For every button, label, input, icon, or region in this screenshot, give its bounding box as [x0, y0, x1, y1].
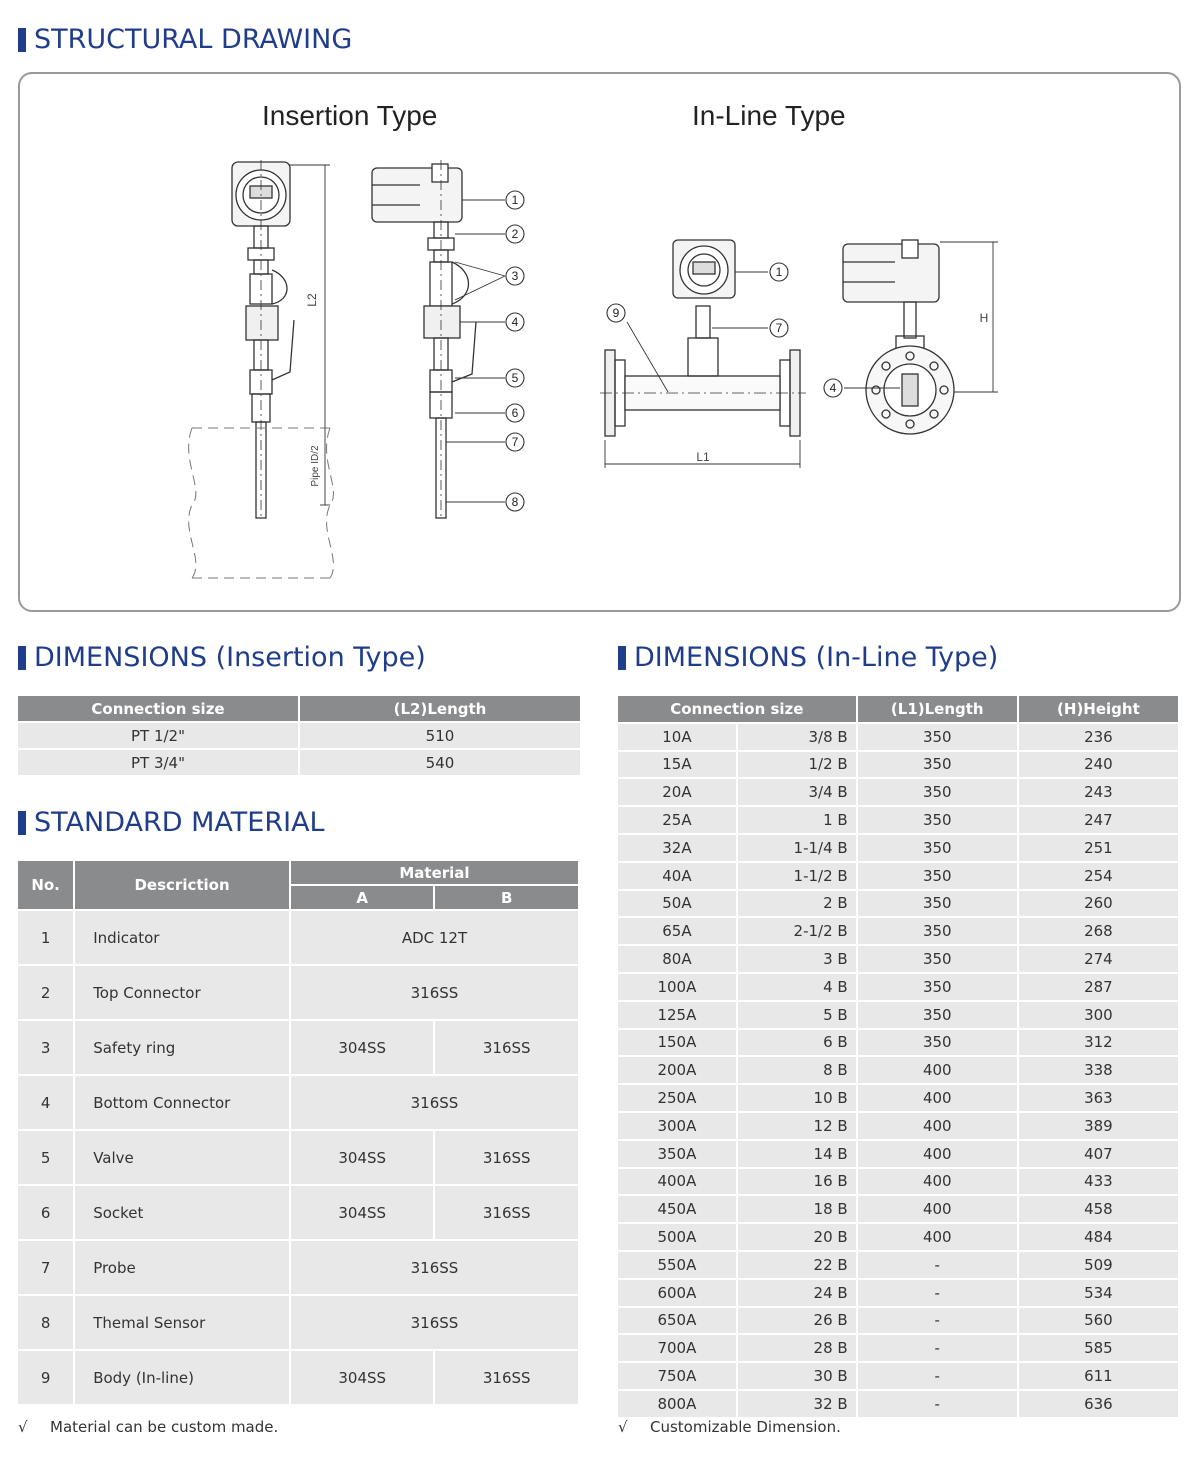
table-row: [18, 1021, 578, 1074]
h-height: 300: [1019, 1002, 1178, 1028]
size-inch: 30 B: [738, 1363, 856, 1389]
standard-material-title: STANDARD MATERIAL: [34, 807, 325, 838]
h-height: 484: [1019, 1224, 1178, 1250]
inline-note: [618, 1418, 841, 1436]
l1-length: 400: [858, 1057, 1017, 1083]
material-a-value: 304SS: [291, 1021, 434, 1074]
h-height: 585: [1019, 1335, 1178, 1361]
size-inch: 14 B: [738, 1141, 856, 1167]
size-inch: 24 B: [738, 1280, 856, 1306]
table-row: [618, 1169, 1178, 1195]
l1-length: 350: [858, 835, 1017, 861]
size-inch: 8 B: [738, 1057, 856, 1083]
size-inch: 1 B: [738, 807, 856, 833]
size-metric: 300A: [618, 1113, 736, 1139]
callout-numbers: [512, 193, 837, 509]
material-value: ADC 12T: [291, 911, 578, 964]
table-row: [618, 1224, 1178, 1250]
size-metric: 800A: [618, 1391, 736, 1417]
material-a-value: 304SS: [291, 1186, 434, 1239]
size-inch: 3/8 B: [738, 724, 856, 750]
table-row: [618, 1308, 1178, 1334]
callout-5: 5: [511, 371, 519, 385]
row-description: Indicator: [75, 911, 289, 964]
h-height: 247: [1019, 807, 1178, 833]
size-inch: 3/4 B: [738, 779, 856, 805]
table-row: [618, 1113, 1178, 1139]
insertion-dimensions-table: [16, 694, 582, 777]
material-b-value: 316SS: [435, 1131, 578, 1184]
heading-marker: [18, 811, 26, 835]
table-row: [18, 723, 580, 748]
table-row: [18, 1131, 578, 1184]
table-row: [18, 750, 580, 775]
table-row: [618, 1252, 1178, 1278]
header-description: Descriction: [75, 861, 289, 909]
insertion-front-view: [232, 160, 294, 520]
header-material-b: B: [435, 886, 578, 909]
row-description: Top Connector: [75, 966, 289, 1019]
row-description: Bottom Connector: [75, 1076, 289, 1129]
h-height: 254: [1019, 863, 1178, 889]
inline-side-view: [843, 240, 954, 434]
h-height: 287: [1019, 974, 1178, 1000]
row-description: Themal Sensor: [75, 1296, 289, 1349]
callout-1: 1: [511, 193, 519, 207]
size-metric: 400A: [618, 1169, 736, 1195]
material-value: 316SS: [291, 1296, 578, 1349]
header-connection-size: Connection size: [618, 696, 856, 722]
l1-length: 350: [858, 891, 1017, 917]
size-inch: 28 B: [738, 1335, 856, 1361]
check-mark-icon: √: [18, 1418, 28, 1436]
row-description: Valve: [75, 1131, 289, 1184]
size-inch: 2-1/2 B: [738, 918, 856, 944]
size-metric: 250A: [618, 1085, 736, 1111]
h-height: 240: [1019, 752, 1178, 778]
material-b-value: 316SS: [435, 1021, 578, 1074]
header-h-height: (H)Height: [1019, 696, 1178, 722]
size-metric: 450A: [618, 1196, 736, 1222]
size-metric: 650A: [618, 1308, 736, 1334]
header-no: No.: [18, 861, 73, 909]
standard-material-heading: [18, 807, 325, 838]
material-value: 316SS: [291, 1241, 578, 1294]
table-row: [618, 1057, 1178, 1083]
size-metric: 700A: [618, 1335, 736, 1361]
size-metric: 500A: [618, 1224, 736, 1250]
dim-insertion-heading: [18, 642, 426, 673]
l1-length: -: [858, 1391, 1017, 1417]
table-row: [18, 1076, 578, 1129]
size-metric: 65A: [618, 918, 736, 944]
size-inch: 22 B: [738, 1252, 856, 1278]
insertion-side-view: [372, 160, 476, 520]
size-inch: 4 B: [738, 974, 856, 1000]
table-row: [18, 1351, 578, 1404]
l1-length: 400: [858, 1224, 1017, 1250]
h-height: 274: [1019, 946, 1178, 972]
callout-7: 7: [511, 435, 519, 449]
header-l1-length: (L1)Length: [858, 696, 1017, 722]
l1-length: 350: [858, 918, 1017, 944]
table-row: [18, 1186, 578, 1239]
size-inch: 12 B: [738, 1113, 856, 1139]
h-height: 560: [1019, 1308, 1178, 1334]
size-inch: 1-1/2 B: [738, 863, 856, 889]
row-number: 2: [18, 966, 73, 1019]
inline-dimensions-table: [616, 694, 1180, 1419]
material-note: [18, 1418, 278, 1436]
heading-marker: [18, 646, 26, 670]
table-row: [618, 891, 1178, 917]
size-metric: 150A: [618, 1030, 736, 1056]
h-height: 268: [1019, 918, 1178, 944]
pipe-label: Pipe ID/2: [310, 445, 321, 487]
table-row: [618, 807, 1178, 833]
size-metric: 10A: [618, 724, 736, 750]
l1-length: 400: [858, 1113, 1017, 1139]
l1-length: 350: [858, 752, 1017, 778]
h-height: 236: [1019, 724, 1178, 750]
size-metric: 15A: [618, 752, 736, 778]
row-number: 3: [18, 1021, 73, 1074]
l1-length: -: [858, 1308, 1017, 1334]
table-row: [18, 1241, 578, 1294]
size-metric: 25A: [618, 807, 736, 833]
size-metric: 350A: [618, 1141, 736, 1167]
size-inch: 16 B: [738, 1169, 856, 1195]
h-height: 458: [1019, 1196, 1178, 1222]
row-description: Safety ring: [75, 1021, 289, 1074]
row-number: 4: [18, 1076, 73, 1129]
h-height: 611: [1019, 1363, 1178, 1389]
table-row: [618, 1280, 1178, 1306]
callout-inline-7: 7: [775, 321, 783, 335]
table-row: [618, 752, 1178, 778]
row-number: 9: [18, 1351, 73, 1404]
row-number: 5: [18, 1131, 73, 1184]
size-metric: 125A: [618, 1002, 736, 1028]
check-mark-icon: √: [618, 1418, 628, 1436]
callout-inline-9: 9: [612, 306, 620, 320]
h-height: 243: [1019, 779, 1178, 805]
dim-inline-heading: [618, 642, 998, 673]
table-row: [18, 966, 578, 1019]
header-material-a: A: [291, 886, 434, 909]
insertion-type-title: Insertion Type: [262, 100, 438, 131]
size-inch: 3 B: [738, 946, 856, 972]
table-row: [618, 1141, 1178, 1167]
size-metric: 550A: [618, 1252, 736, 1278]
table-row: [618, 779, 1178, 805]
l1-length: 350: [858, 1002, 1017, 1028]
material-a-value: 304SS: [291, 1351, 434, 1404]
size-metric: 600A: [618, 1280, 736, 1306]
material-note-text: Material can be custom made.: [50, 1418, 279, 1436]
table-row: [618, 1030, 1178, 1056]
material-rows: [18, 911, 578, 1404]
size-metric: 200A: [618, 1057, 736, 1083]
table-row: [618, 1085, 1178, 1111]
size-inch: 1/2 B: [738, 752, 856, 778]
header-l2-length: (L2)Length: [300, 696, 580, 721]
dim-insertion-title: DIMENSIONS (Insertion Type): [34, 642, 426, 673]
size-inch: 6 B: [738, 1030, 856, 1056]
l1-label: L1: [696, 450, 710, 464]
material-b-value: 316SS: [435, 1186, 578, 1239]
h-label: H: [979, 311, 989, 325]
dim-inline-title: DIMENSIONS (In-Line Type): [634, 642, 999, 673]
material-b-value: 316SS: [435, 1351, 578, 1404]
size-metric: 32A: [618, 835, 736, 861]
l1-length: 400: [858, 1196, 1017, 1222]
row-number: 6: [18, 1186, 73, 1239]
l1-length: 350: [858, 863, 1017, 889]
h-height: 251: [1019, 835, 1178, 861]
callout-inline-1: 1: [775, 265, 783, 279]
inline-rows: [618, 724, 1178, 1417]
size-inch: 20 B: [738, 1224, 856, 1250]
size-metric: 20A: [618, 779, 736, 805]
table-row: [618, 918, 1178, 944]
table-row: [618, 974, 1178, 1000]
callout-8: 8: [511, 495, 519, 509]
callout-4: 4: [511, 315, 519, 329]
l1-length: 350: [858, 1030, 1017, 1056]
connection-size: PT 3/4": [18, 750, 298, 775]
l2-label: L2: [305, 293, 319, 307]
h-height: 407: [1019, 1141, 1178, 1167]
size-inch: 1-1/4 B: [738, 835, 856, 861]
h-height: 363: [1019, 1085, 1178, 1111]
table-row: [618, 1391, 1178, 1417]
callout-3: 3: [511, 269, 519, 283]
l1-length: 400: [858, 1085, 1017, 1111]
size-inch: 5 B: [738, 1002, 856, 1028]
h-height: 636: [1019, 1391, 1178, 1417]
l1-length: -: [858, 1280, 1017, 1306]
h-height: 389: [1019, 1113, 1178, 1139]
callout-inline-4: 4: [829, 381, 837, 395]
l1-length: -: [858, 1335, 1017, 1361]
l2-length: 510: [300, 723, 580, 748]
size-inch: 2 B: [738, 891, 856, 917]
table-row: [18, 1296, 578, 1349]
table-row: [618, 1196, 1178, 1222]
material-value: 316SS: [291, 1076, 578, 1129]
h-height: 260: [1019, 891, 1178, 917]
size-inch: 18 B: [738, 1196, 856, 1222]
table-row: [618, 724, 1178, 750]
inline-type-title: In-Line Type: [692, 100, 846, 131]
size-metric: 100A: [618, 974, 736, 1000]
connection-size: PT 1/2": [18, 723, 298, 748]
callout-6: 6: [511, 406, 519, 420]
l1-length: -: [858, 1363, 1017, 1389]
table-row: [618, 863, 1178, 889]
l2-length: 540: [300, 750, 580, 775]
l1-length: 350: [858, 779, 1017, 805]
header-material: Material: [291, 861, 578, 884]
size-metric: 50A: [618, 891, 736, 917]
header-connection-size: Connection size: [18, 696, 298, 721]
l1-length: -: [858, 1252, 1017, 1278]
size-inch: 10 B: [738, 1085, 856, 1111]
row-number: 1: [18, 911, 73, 964]
size-metric: 750A: [618, 1363, 736, 1389]
h-height: 534: [1019, 1280, 1178, 1306]
l1-length: 350: [858, 807, 1017, 833]
callout-2: 2: [511, 227, 519, 241]
l1-length: 350: [858, 946, 1017, 972]
h-height: 433: [1019, 1169, 1178, 1195]
material-a-value: 304SS: [291, 1131, 434, 1184]
h-height: 509: [1019, 1252, 1178, 1278]
inline-note-text: Customizable Dimension.: [650, 1418, 841, 1436]
heading-marker: [618, 646, 626, 670]
table-row: [618, 835, 1178, 861]
table-row: [618, 1335, 1178, 1361]
h-height: 338: [1019, 1057, 1178, 1083]
row-number: 8: [18, 1296, 73, 1349]
row-description: Body (In-line): [75, 1351, 289, 1404]
l1-length: 400: [858, 1141, 1017, 1167]
size-metric: 40A: [618, 863, 736, 889]
h-height: 312: [1019, 1030, 1178, 1056]
l1-length: 350: [858, 974, 1017, 1000]
structural-drawing-title: STRUCTURAL DRAWING: [34, 24, 353, 55]
row-number: 7: [18, 1241, 73, 1294]
table-row: [18, 911, 578, 964]
table-row: [618, 946, 1178, 972]
l1-length: 400: [858, 1169, 1017, 1195]
row-description: Probe: [75, 1241, 289, 1294]
l1-length: 350: [858, 724, 1017, 750]
table-row: [618, 1002, 1178, 1028]
material-value: 316SS: [291, 966, 578, 1019]
size-metric: 80A: [618, 946, 736, 972]
structural-drawing: [0, 0, 1200, 612]
size-inch: 32 B: [738, 1391, 856, 1417]
size-inch: 26 B: [738, 1308, 856, 1334]
table-row: [618, 1363, 1178, 1389]
row-description: Socket: [75, 1186, 289, 1239]
standard-material-table: [16, 859, 580, 1406]
